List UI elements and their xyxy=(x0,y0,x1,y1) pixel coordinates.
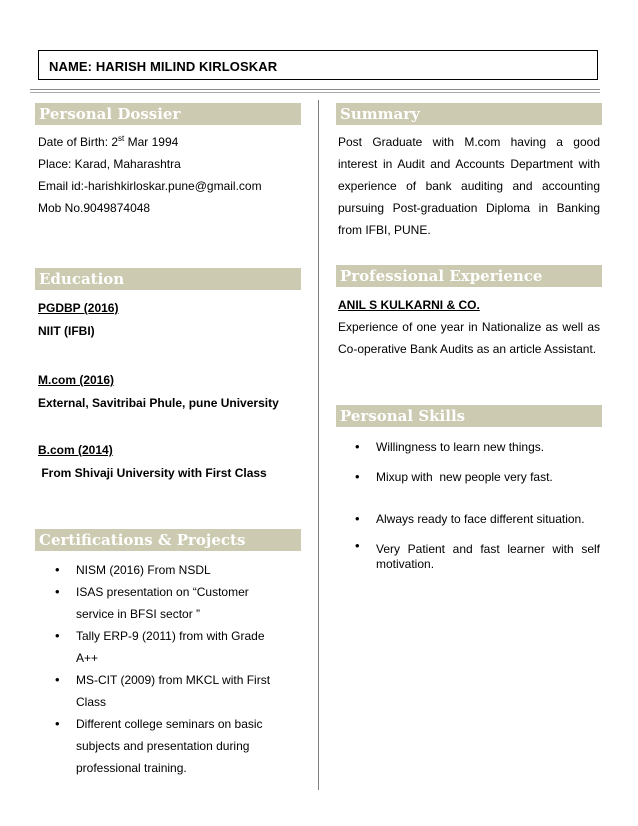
skills-list xyxy=(338,436,600,572)
summary-heading: Summary xyxy=(336,103,602,125)
dob-suffix-sup: st xyxy=(118,134,125,143)
experience-firm: ANIL S KULKARNI & CO. xyxy=(338,298,480,312)
top-rule xyxy=(30,89,600,90)
top-rule-secondary xyxy=(30,92,600,93)
certifications-list xyxy=(38,559,282,779)
candidate-name: NAME: HARISH MILIND KIRLOSKAR xyxy=(38,50,598,80)
certification-item: • Tally ERP-9 (2011) from with Grade A++ xyxy=(38,625,282,669)
experience-text: Experience of one year in Nationalize as well as Co-operative Bank Audits as an article Assistant. xyxy=(338,320,600,356)
certification-item: • ISAS presentation on “Customer service in BFSI sector ” xyxy=(38,581,282,625)
place: Place: Karad, Maharashtra xyxy=(38,157,181,171)
professional-experience-heading: Professional Experience xyxy=(336,265,602,287)
dob-month-year: Mar 1994 xyxy=(124,135,179,149)
date-of-birth xyxy=(38,131,178,153)
skill-item: • Always ready to face different situation. xyxy=(338,508,600,530)
certification-item: • MS-CIT (2009) from MKCL with First Class xyxy=(38,669,282,713)
skill-item: • Willingness to learn new things. xyxy=(338,436,600,458)
education-institute-2: External, Savitribai Phule, pune University xyxy=(38,396,279,410)
personal-dossier-heading: Personal Dossier xyxy=(35,103,301,125)
personal-skills-heading: Personal Skills xyxy=(336,405,602,427)
dob-prefix: Date of Birth: 2 xyxy=(38,135,119,149)
education-institute-1: NIIT (IFBI) xyxy=(38,324,95,338)
education-degree-1: PGDBP (2016) xyxy=(38,301,119,315)
mobile-number: Mob No.9049874048 xyxy=(38,201,151,215)
education-heading: Education xyxy=(35,268,301,290)
education-institute-3: From Shivaji University with First Class xyxy=(38,466,267,480)
email: Email id:-harishkirloskar.pune@gmail.com xyxy=(38,179,262,193)
skill-item: • Very Patient and fast learner with self motivation. xyxy=(338,538,600,572)
education-degree-3: B.com (2014) xyxy=(38,443,113,457)
certification-item: • NISM (2016) From NSDL xyxy=(38,559,282,581)
column-divider xyxy=(318,100,319,790)
certifications-heading: Certifications & Projects xyxy=(35,529,301,551)
certification-item: • Different college seminars on basic subjects and presentation during professional training. xyxy=(38,713,282,779)
education-degree-2: M.com (2016) xyxy=(38,373,115,387)
summary-text: Post Graduate with M.com having a good interest in Audit and Accounts Department with experience of bank auditing and accounting pursuing Post-graduation Diploma in Banking from IFBI, PUNE. xyxy=(338,135,600,237)
skill-item: • Mixup with new people very fast. xyxy=(338,466,600,488)
